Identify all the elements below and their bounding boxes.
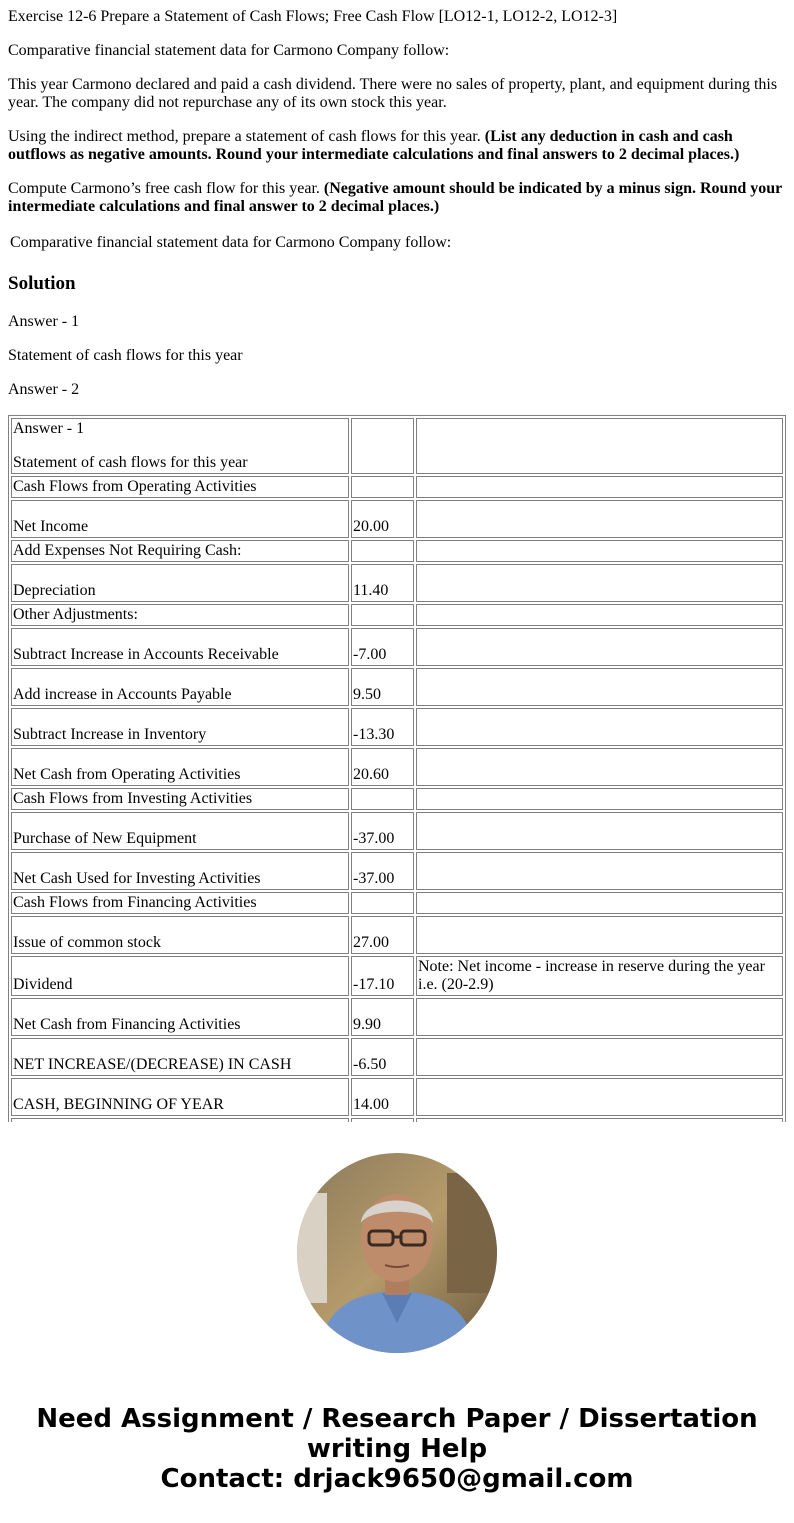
- table-row: [11, 998, 783, 1036]
- row-label-add-expenses: Add Expenses Not Requiring Cash:: [11, 540, 349, 562]
- table-cell: [416, 668, 783, 706]
- author-photo: [297, 1153, 497, 1353]
- row-label-dividend: Dividend: [11, 956, 349, 996]
- section-header-operating: Cash Flows from Operating Activities: [11, 476, 349, 498]
- table-row: [11, 628, 783, 666]
- table-cell: [351, 1118, 414, 1122]
- dividend-note: Note: Net income - increase in reserve during the year i.e. (20-2.9): [416, 956, 783, 996]
- row-label-depreciation: Depreciation: [11, 564, 349, 602]
- answer-1-label: Answer - 1: [8, 313, 80, 330]
- instruction-bold-note: (Negative amount should be indicated by a minus sign. Round your intermediate calculations and final answer to 2 decimal places.): [8, 180, 782, 215]
- dividend-paragraph: This year Carmono declared and paid a cash dividend. There were no sales of property, plant, and equipment during this year. The company did not repurchase any of its own stock this year.: [8, 76, 778, 111]
- table-cell: [351, 418, 414, 474]
- solution-heading: Solution: [8, 273, 76, 294]
- answer-1-label: Answer - 1: [13, 420, 85, 437]
- statement-label: Statement of cash flows for this year: [13, 454, 248, 471]
- row-label-net-operating: Net Cash from Operating Activities: [11, 748, 349, 786]
- table-cell: [416, 998, 783, 1036]
- table-row: [11, 418, 783, 474]
- indirect-method-instruction: [8, 128, 786, 164]
- table-cell: [416, 604, 783, 626]
- table-cell: [351, 604, 414, 626]
- row-label-equipment: Purchase of New Equipment: [11, 812, 349, 850]
- row-value-inventory: -13.30: [351, 708, 414, 746]
- table-row: [11, 1078, 783, 1116]
- table-cell: [351, 476, 414, 498]
- instruction-text: Compute Carmono’s free cash flow for this year.: [8, 180, 324, 197]
- row-value-net-investing: -37.00: [351, 852, 414, 890]
- table-cell: [416, 916, 783, 954]
- cash-flow-table-container: [8, 415, 786, 1122]
- row-label-inventory: Subtract Increase in Inventory: [11, 708, 349, 746]
- row-label-other-adjustments: Other Adjustments:: [11, 604, 349, 626]
- exercise-title: Exercise 12-6 Prepare a Statement of Cash Flows; Free Cash Flow [LO12-1, LO12-2, LO12-3]: [8, 8, 618, 25]
- instruction-text: Using the indirect method, prepare a statement of cash flows for this year.: [8, 128, 485, 145]
- table-cell: [416, 748, 783, 786]
- row-label-accounts-receivable: Subtract Increase in Accounts Receivable: [11, 628, 349, 666]
- row-value-net-income: 20.00: [351, 500, 414, 538]
- table-cell: [416, 852, 783, 890]
- row-label-net-financing: Net Cash from Financing Activities: [11, 998, 349, 1036]
- row-value-equipment: -37.00: [351, 812, 414, 850]
- row-label-net-change: NET INCREASE/(DECREASE) IN CASH: [11, 1038, 349, 1076]
- row-value-net-financing: 9.90: [351, 998, 414, 1036]
- table-cell: [416, 708, 783, 746]
- table-cell: [11, 1118, 349, 1122]
- table-header-cell: [11, 418, 349, 474]
- instruction-bold-note: (List any deduction in cash and cash outflows as negative amounts. Round your intermediate calculations and final answers to 2 decimal places.): [8, 128, 740, 163]
- table-row: [11, 1118, 783, 1122]
- table-cell: [351, 892, 414, 914]
- free-cash-flow-instruction: [8, 180, 786, 216]
- table-row: [11, 476, 783, 498]
- intro-text-repeat: Comparative financial statement data for Carmono Company follow:: [10, 234, 452, 251]
- table-cell: [416, 564, 783, 602]
- row-value-net-change: -6.50: [351, 1038, 414, 1076]
- row-value-net-operating: 20.60: [351, 748, 414, 786]
- table-cell: [416, 1118, 783, 1122]
- table-row: [11, 916, 783, 954]
- intro-text: Comparative financial statement data for Carmono Company follow:: [8, 42, 450, 59]
- row-label-net-investing: Net Cash Used for Investing Activities: [11, 852, 349, 890]
- statement-label: Statement of cash flows for this year: [8, 347, 243, 364]
- table-cell: [416, 500, 783, 538]
- table-row: [11, 708, 783, 746]
- row-label-net-income: Net Income: [11, 500, 349, 538]
- ad-contact-line: Contact: drjack9650@gmail.com: [160, 1464, 634, 1494]
- table-cell: [416, 812, 783, 850]
- table-row: [11, 1038, 783, 1076]
- answer-2-label: Answer - 2: [8, 381, 80, 398]
- table-cell: [351, 540, 414, 562]
- row-value-common-stock: 27.00: [351, 916, 414, 954]
- table-row: [11, 956, 783, 996]
- advertisement-banner: [0, 1404, 794, 1494]
- table-cell: [416, 1038, 783, 1076]
- table-row: [11, 892, 783, 914]
- row-label-common-stock: Issue of common stock: [11, 916, 349, 954]
- table-cell: [416, 418, 783, 474]
- section-header-financing: Cash Flows from Financing Activities: [11, 892, 349, 914]
- table-row: [11, 668, 783, 706]
- table-row: [11, 788, 783, 810]
- table-row: [11, 748, 783, 786]
- table-cell: [416, 540, 783, 562]
- table-row: [11, 852, 783, 890]
- row-label-cash-beginning: CASH, BEGINNING OF YEAR: [11, 1078, 349, 1116]
- table-row: [11, 540, 783, 562]
- table-cell: [416, 1078, 783, 1116]
- row-value-accounts-payable: 9.50: [351, 668, 414, 706]
- row-value-accounts-receivable: -7.00: [351, 628, 414, 666]
- table-row: [11, 500, 783, 538]
- table-row: [11, 604, 783, 626]
- table-cell: [416, 476, 783, 498]
- cash-flow-table: [8, 415, 786, 1122]
- row-value-dividend: -17.10: [351, 956, 414, 996]
- table-row: [11, 812, 783, 850]
- row-value-depreciation: 11.40: [351, 564, 414, 602]
- section-header-investing: Cash Flows from Investing Activities: [11, 788, 349, 810]
- table-cell: [416, 628, 783, 666]
- table-row: [11, 564, 783, 602]
- author-photo-graphic: [297, 1153, 497, 1353]
- ad-line-1: Need Assignment / Research Paper / Dissertation: [36, 1404, 758, 1434]
- row-label-accounts-payable: Add increase in Accounts Payable: [11, 668, 349, 706]
- row-value-cash-beginning: 14.00: [351, 1078, 414, 1116]
- table-cell: [351, 788, 414, 810]
- ad-line-2: writing Help: [306, 1434, 488, 1464]
- table-cell: [416, 788, 783, 810]
- table-cell: [416, 892, 783, 914]
